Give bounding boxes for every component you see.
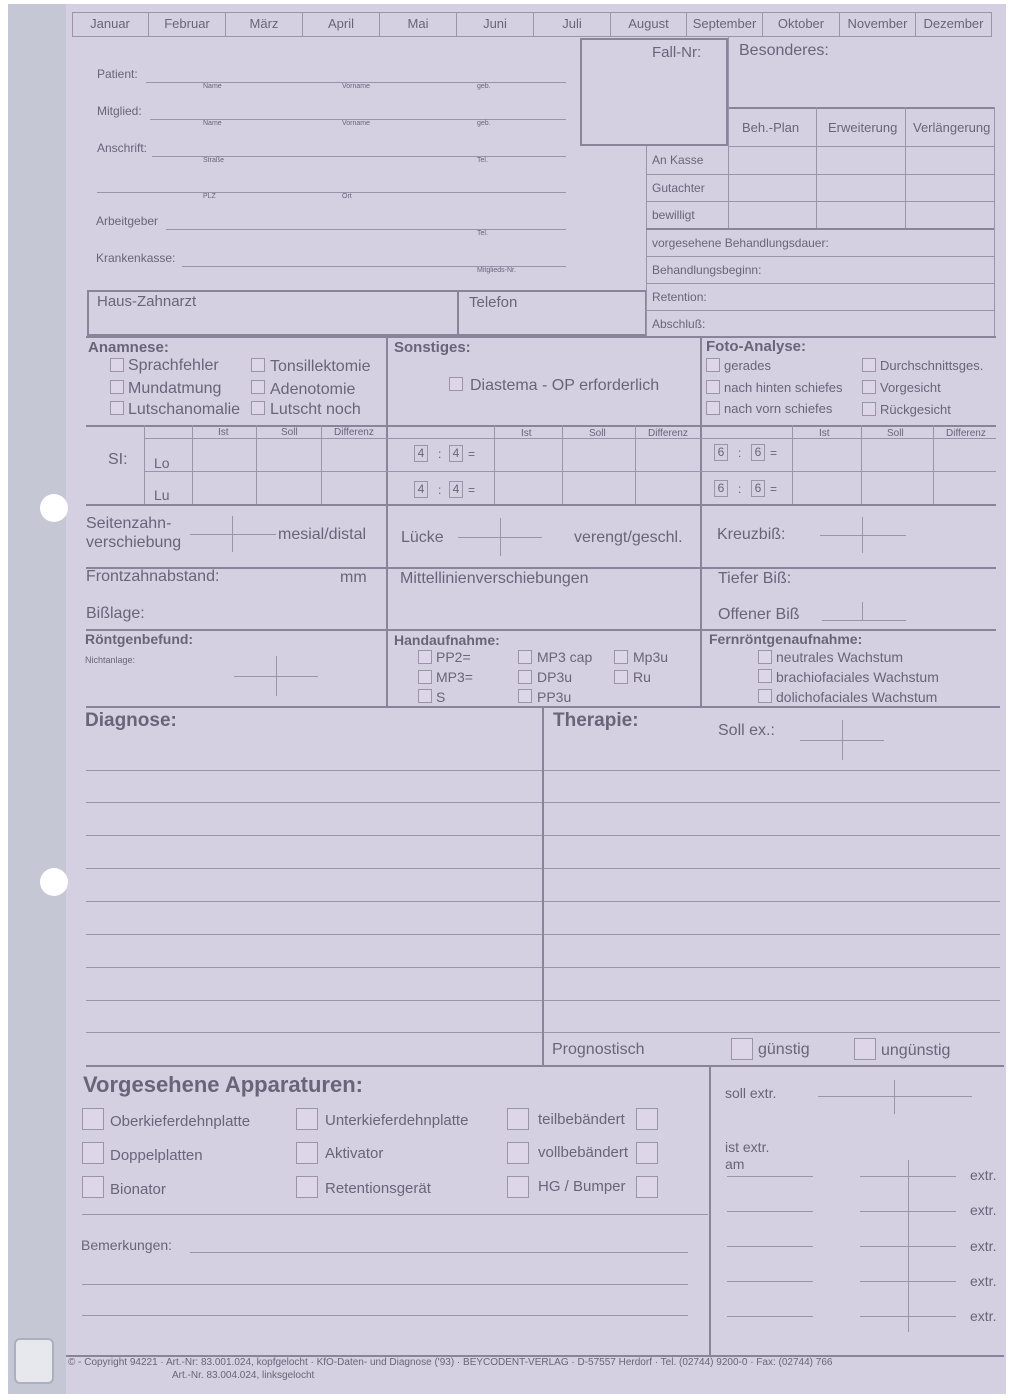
checkbox-label: HG / Bumper	[538, 1178, 626, 1195]
hauszahnarzt-label: Haus-Zahnarzt	[97, 293, 197, 310]
col-header: Ist	[521, 428, 532, 439]
checkbox-label: DP3u	[537, 669, 573, 685]
si-label: SI:	[108, 451, 128, 468]
checkbox-label: vollbebändert	[538, 1144, 629, 1161]
checkbox[interactable]	[706, 401, 720, 415]
month-tab[interactable]: Januar	[72, 12, 149, 36]
checkbox[interactable]	[862, 402, 876, 416]
offener-label: Offener Biß	[718, 606, 800, 623]
checkbox-label: Mundatmung	[128, 380, 222, 397]
ratio-box: 6	[714, 444, 728, 461]
diagnose-line[interactable]	[86, 802, 542, 803]
nichtanlage-label: Nichtanlage:	[85, 655, 136, 665]
checkbox[interactable]	[296, 1176, 318, 1198]
checkbox[interactable]	[110, 401, 124, 415]
month-tab[interactable]: Juli	[534, 12, 611, 36]
soll-extr-label: soll extr.	[725, 1085, 777, 1101]
checkbox[interactable]	[862, 358, 876, 372]
sub-label: geb.	[477, 120, 491, 127]
checkbox-label: Durchschnittsges.	[880, 358, 984, 373]
col-header: Differenz	[946, 428, 986, 439]
checkbox-label: brachiofaciales Wachstum	[776, 669, 939, 685]
fern-title: Fernröntgenaufnahme:	[709, 631, 863, 647]
checkbox-label: Vorgesicht	[880, 380, 941, 395]
checkbox-label: Tonsillektomie	[270, 358, 371, 375]
diagnose-line[interactable]	[86, 868, 542, 869]
frontzahn-label: Frontzahnabstand:	[86, 568, 220, 585]
checkbox[interactable]	[636, 1108, 658, 1130]
am-label: am	[725, 1156, 745, 1172]
binding-strip	[8, 4, 66, 1394]
checkbox[interactable]	[518, 689, 532, 703]
therapie-line[interactable]	[544, 770, 1000, 771]
checkbox[interactable]	[418, 670, 432, 684]
punch-hole	[40, 868, 68, 896]
ist-extr-label: ist extr.	[725, 1139, 770, 1155]
footer-line: © - Copyright 94221 · Art.-Nr: 83.001.024, kopfgelocht · KfO-Daten- und Diagnose ('93) · BEYCODENT-VERLAG · D-57557 Herdorf · Tel. (02744) 9200-0 · Fax: (02744) 766	[68, 1357, 833, 1368]
checkbox-label: teilbebändert	[538, 1111, 625, 1128]
checkbox[interactable]	[418, 689, 432, 703]
sub-label: Ort	[342, 193, 352, 200]
date-line[interactable]	[727, 1176, 813, 1177]
mitglied-label: Mitglied:	[97, 104, 142, 118]
extr-label: extr.	[970, 1238, 997, 1254]
checkbox[interactable]	[110, 380, 124, 394]
sub-label: PLZ	[203, 193, 216, 200]
plan-col-header: Erweiterung	[828, 120, 898, 135]
plan-row-label: An Kasse	[652, 153, 704, 167]
ratio-box: 4	[414, 481, 428, 498]
month-tab[interactable]: April	[303, 12, 380, 36]
footer-line: Art.-Nr. 83.004.024, linksgelocht	[172, 1370, 315, 1381]
therapie-line[interactable]	[544, 868, 1000, 869]
therapie-line[interactable]	[544, 967, 1000, 968]
month-tab[interactable]: März	[226, 12, 303, 36]
checkbox[interactable]	[82, 1176, 104, 1198]
extr-line[interactable]	[860, 1211, 956, 1212]
checkbox[interactable]	[518, 670, 532, 684]
therapie-line[interactable]	[544, 835, 1000, 836]
ratio-sep: :	[438, 447, 442, 461]
date-line[interactable]	[727, 1211, 813, 1212]
checkbox[interactable]	[296, 1142, 318, 1164]
sub-label: Name	[203, 120, 222, 127]
ratio-eq: =	[770, 446, 778, 460]
krankenkasse-label: Krankenkasse:	[96, 251, 176, 265]
date-line[interactable]	[727, 1281, 813, 1282]
seitenzahn-label: Seitenzahn-	[86, 515, 172, 532]
therapie-line[interactable]	[544, 1000, 1000, 1001]
sub-label: Tel.	[477, 157, 488, 164]
diagnose-line[interactable]	[86, 934, 542, 935]
checkbox[interactable]	[614, 650, 628, 664]
extr-label: extr.	[970, 1167, 997, 1183]
therapie-line[interactable]	[544, 901, 1000, 902]
anschrift-label: Anschrift:	[97, 141, 148, 155]
sub-label: geb.	[477, 83, 491, 90]
checkbox-label: Lutscht noch	[270, 401, 361, 418]
plan-col-header: Beh.-Plan	[742, 120, 800, 135]
checkbox-label: Diastema - OP erforderlich	[470, 377, 660, 394]
checkbox[interactable]	[251, 380, 265, 394]
checkbox-label: ungünstig	[881, 1042, 951, 1059]
bemerkungen-line[interactable]	[190, 1252, 688, 1253]
checkbox[interactable]	[706, 358, 720, 372]
checkbox[interactable]	[854, 1038, 876, 1060]
besonderes-label: Besonderes:	[739, 42, 829, 59]
extr-line[interactable]	[860, 1176, 956, 1177]
therapie-line[interactable]	[544, 934, 1000, 935]
checkbox-label: Unterkieferdehnplatte	[325, 1112, 469, 1129]
ratio-box: 4	[449, 445, 463, 462]
checkbox[interactable]	[758, 689, 772, 703]
checkbox[interactable]	[82, 1108, 104, 1130]
bemerkungen-line[interactable]	[82, 1315, 688, 1316]
checkbox-label: PP3u	[537, 689, 572, 705]
month-tab[interactable]: August	[611, 12, 687, 36]
checkbox-label: Lutschanomalie	[128, 401, 241, 418]
checkbox-label: Oberkieferdehnplatte	[110, 1113, 251, 1130]
ratio-eq: =	[468, 483, 476, 497]
checkbox-label: S	[436, 689, 446, 705]
ratio-box: 6	[751, 444, 765, 461]
extr-line[interactable]	[860, 1316, 956, 1317]
ratio-eq: =	[770, 482, 778, 496]
checkbox[interactable]	[251, 401, 265, 415]
checkbox[interactable]	[507, 1108, 529, 1130]
month-tab[interactable]: Mai	[380, 12, 457, 36]
seitenzahn-label: verschiebung	[86, 534, 182, 551]
diagnose-line[interactable]	[86, 835, 542, 836]
checkbox[interactable]	[636, 1176, 658, 1198]
month-tab[interactable]: Juni	[457, 12, 534, 36]
extr-line[interactable]	[860, 1246, 956, 1247]
checkbox[interactable]	[636, 1142, 658, 1164]
checkbox[interactable]	[507, 1142, 529, 1164]
sub-label: Tel.	[477, 230, 488, 237]
sub-label: Name	[203, 83, 222, 90]
cross-mark	[190, 534, 276, 535]
luecke-label: Lücke	[401, 529, 444, 546]
prognose-label: Prognostisch	[552, 1041, 645, 1058]
plan-field-label: Retention:	[652, 290, 707, 304]
checkbox-label: Rückgesicht	[880, 402, 951, 417]
extr-label: extr.	[970, 1273, 997, 1289]
diagnose-line[interactable]	[86, 1000, 542, 1001]
checkbox[interactable]	[82, 1142, 104, 1164]
mm-unit: mm	[340, 569, 367, 586]
plan-field-label: Abschluß:	[652, 317, 706, 331]
arbeitgeber-field[interactable]	[166, 229, 566, 230]
fall-nr-label: Fall-Nr:	[652, 44, 702, 61]
checkbox[interactable]	[758, 650, 772, 664]
diagnose-line[interactable]	[86, 901, 542, 902]
plan-field-label: vorgesehene Behandlungsdauer:	[652, 236, 829, 250]
checkbox-label: nach hinten schiefes	[724, 380, 843, 395]
checkbox[interactable]	[449, 377, 463, 391]
bemerkungen-line[interactable]	[82, 1284, 688, 1285]
checkbox-label: MP3 cap	[537, 649, 593, 665]
month-tab[interactable]: Februar	[149, 12, 226, 36]
checkbox[interactable]	[418, 650, 432, 664]
checkbox[interactable]	[110, 358, 124, 372]
mesial-label: mesial/distal	[278, 526, 367, 543]
sub-label: Vorname	[342, 120, 371, 127]
checkbox[interactable]	[296, 1108, 318, 1130]
extr-line[interactable]	[860, 1281, 956, 1282]
ratio-sep: :	[738, 446, 742, 460]
diagnose-line[interactable]	[86, 1032, 542, 1033]
ratio-eq: =	[468, 447, 476, 461]
telefon-label: Telefon	[469, 294, 518, 311]
checkbox[interactable]	[518, 650, 532, 664]
checkbox-label: Retentionsgerät	[325, 1180, 431, 1197]
checkbox-label: günstig	[758, 1041, 810, 1058]
plan-row-label: bewilligt	[652, 208, 695, 222]
checkbox-label: Mp3u	[633, 649, 669, 665]
punch-hole	[40, 494, 68, 522]
extr-label: extr.	[970, 1202, 997, 1218]
month-tab[interactable]: September	[687, 12, 763, 36]
therapie-title: Therapie:	[553, 710, 639, 731]
sonstiges-title: Sonstiges:	[394, 339, 471, 356]
plan-col-header: Verlängerung	[913, 120, 991, 135]
checkbox-label: Aktivator	[325, 1145, 384, 1162]
ratio-box: 4	[414, 445, 428, 462]
checkbox[interactable]	[731, 1038, 753, 1060]
checkbox[interactable]	[862, 380, 876, 394]
col-header: Ist	[819, 428, 830, 439]
month-tab[interactable]: Oktober	[763, 12, 840, 36]
col-header: Differenz	[648, 428, 688, 439]
ratio-box: 4	[449, 481, 463, 498]
ratio-box: 6	[714, 480, 728, 497]
patient-label: Patient:	[97, 67, 138, 81]
sub-label: Mitglieds-Nr.	[477, 267, 516, 274]
diagnose-title: Diagnose:	[85, 710, 177, 731]
col-header: Ist	[218, 427, 229, 438]
therapie-line[interactable]	[544, 1032, 1000, 1033]
arbeitgeber-label: Arbeitgeber	[96, 214, 159, 228]
checkbox-label: Ru	[633, 669, 651, 685]
address-field-2[interactable]	[97, 192, 566, 193]
mittellinie-label: Mittellinienverschiebungen	[400, 570, 589, 587]
ratio-sep: :	[438, 483, 442, 497]
checkbox[interactable]	[706, 380, 720, 394]
roentgen-title: Röntgenbefund:	[85, 631, 194, 647]
date-line[interactable]	[727, 1246, 813, 1247]
hand-title: Handaufnahme:	[394, 632, 500, 648]
tiefer-label: Tiefer Biß:	[718, 570, 792, 587]
sub-label: Vorname	[342, 83, 371, 90]
plan-field-label: Behandlungsbeginn:	[652, 263, 762, 277]
checkbox-label: dolichofaciales Wachstum	[776, 689, 938, 705]
bemerkungen-label: Bemerkungen:	[81, 1237, 173, 1253]
diagnose-line[interactable]	[86, 967, 542, 968]
anamnese-title: Anamnese:	[88, 339, 169, 356]
checkbox-label: nach vorn schiefes	[724, 401, 833, 416]
checkbox-label: gerades	[724, 358, 771, 373]
lo-label: Lo	[154, 455, 170, 471]
publisher-logo	[14, 1338, 54, 1384]
sub-label: Straße	[203, 157, 225, 164]
checkbox-label: MP3=	[436, 669, 473, 685]
verengt-label: verengt/geschl.	[574, 529, 683, 546]
col-header: Soll	[887, 428, 904, 439]
cross-mark	[822, 620, 906, 621]
month-tab[interactable]: November	[840, 12, 916, 36]
date-line[interactable]	[727, 1316, 813, 1317]
checkbox[interactable]	[251, 358, 265, 372]
col-header: Soll	[589, 428, 606, 439]
diagnose-line[interactable]	[86, 770, 542, 771]
checkbox-label: PP2=	[436, 649, 471, 665]
cross-mark	[820, 535, 906, 536]
checkbox[interactable]	[507, 1176, 529, 1198]
checkbox-label: Adenotomie	[270, 381, 356, 398]
kreuzbiss-label: Kreuzbiß:	[717, 526, 786, 543]
checkbox-label: Doppelplatten	[110, 1147, 203, 1164]
extr-label: extr.	[970, 1308, 997, 1324]
foto-title: Foto-Analyse:	[706, 338, 807, 355]
lu-label: Lu	[154, 487, 170, 503]
soll-ex-label: Soll ex.:	[718, 722, 775, 739]
checkbox[interactable]	[614, 670, 628, 684]
cross-mark	[818, 1096, 972, 1097]
ratio-sep: :	[738, 482, 742, 496]
month-tab[interactable]: Dezember	[916, 12, 992, 36]
bisslage-label: Bißlage:	[86, 605, 145, 622]
checkbox-label: neutrales Wachstum	[776, 649, 904, 665]
col-header: Soll	[281, 427, 298, 438]
checkbox-label: Sprachfehler	[128, 357, 219, 374]
ratio-box: 6	[751, 480, 765, 497]
plan-row-label: Gutachter	[652, 181, 705, 195]
checkbox[interactable]	[758, 669, 772, 683]
therapie-line[interactable]	[544, 802, 1000, 803]
checkbox-label: Bionator	[110, 1181, 166, 1198]
col-header: Differenz	[334, 427, 374, 438]
apparaturen-title: Vorgesehene Apparaturen:	[83, 1072, 363, 1097]
